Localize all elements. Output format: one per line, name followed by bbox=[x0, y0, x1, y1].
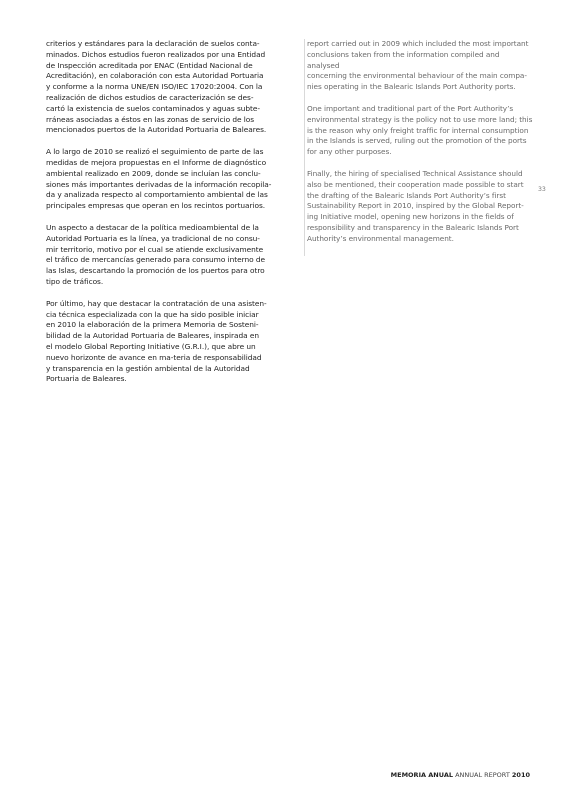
paragraph: A lo largo de 2010 se realizó el seguimiento de parte de las medidas de mejora propuestas en el Informe de diagnóstico ambiental realizado en 2009, donde se incluían las conclu- siones más importantes derivadas de la información recopila- da y analizada respecto al comportamiento ambiental de las principales empresas que operan en los recintos portuarios. bbox=[46, 147, 272, 211]
footer-memoria-anual: MEMORIA ANUAL bbox=[390, 771, 453, 779]
page-number: 33 bbox=[538, 186, 546, 193]
paragraph: Por último, hay que destacar la contratación de una asisten- cia técnica especializada con la que ha sido posible iniciar en 2010 la elaboración de la primera Memoria de Sosteni- bilidad de la Autoridad Portuaria de Baleares, inspirada en el modelo Global Reporting Initiative (G.R.I.), que abre un nuevo horizonte de avance en ma-teria de responsabilidad y transparencia en la gestión ambiental de la Autoridad Portuaria de Baleares. bbox=[46, 298, 267, 384]
paragraph: Finally, the hiring of specialised Technical Assistance should also be mentioned, their cooperation made possible to start the drafting of the Balearic Islands Port Authority’s first Sustainability Report in 2010, inspired by the Global Report- ing Initiative model, opening new horizons in the fields of responsibility and transparency in the Balearic Islands Port Authority’s environmental management. bbox=[307, 168, 524, 243]
right-column-english bbox=[304, 39, 533, 256]
paragraph: Un aspecto a destacar de la política medioambiental de la Autoridad Portuaria es la línea, ya tradicional de no consu- mir territorio, motivo por el cual se atiende exclusivamente el tráfico de mercancías generado para consumo interno de las Islas, descartando la promoción de los puertos para otro tipo de tráficos. bbox=[46, 222, 265, 286]
paragraph: One important and traditional part of the Port Authority’s environmental strategy is the policy not to use more land; this is the reason why only freight traffic for internal consumption in the Islands is served, ruling out the promotion of the ports for any other purposes. bbox=[307, 103, 533, 157]
footer-annual-report: ANNUAL REPORT bbox=[455, 771, 510, 779]
left-column-spanish bbox=[46, 39, 294, 396]
footer bbox=[370, 771, 530, 779]
paragraph: criterios y estándares para la declaración de suelos conta- minados. Dichos estudios fueron realizados por una Entidad de Inspección acreditada por ENAC (Entidad Nacional de Acreditación), en colaboración con esta Autoridad Portuaria y conforme a la norma UNE/EN ISO/IEC 17020:2004. Con la realización de dichos estudios de caracterización se des- cartó la existencia de suelos contaminados y aguas subte- rráneas asociadas a éstos en las zonas de servicio de los mencionados puertos de la Autoridad Portuaria de Baleares. bbox=[46, 39, 267, 135]
paragraph: report carried out in 2009 which included the most important conclusions taken from the information compiled and analysed concerning the environmental behaviour of the main compa- nies operating in the Balearic Islands Port Authority ports. bbox=[307, 39, 529, 92]
footer-year: 2010 bbox=[511, 771, 530, 779]
